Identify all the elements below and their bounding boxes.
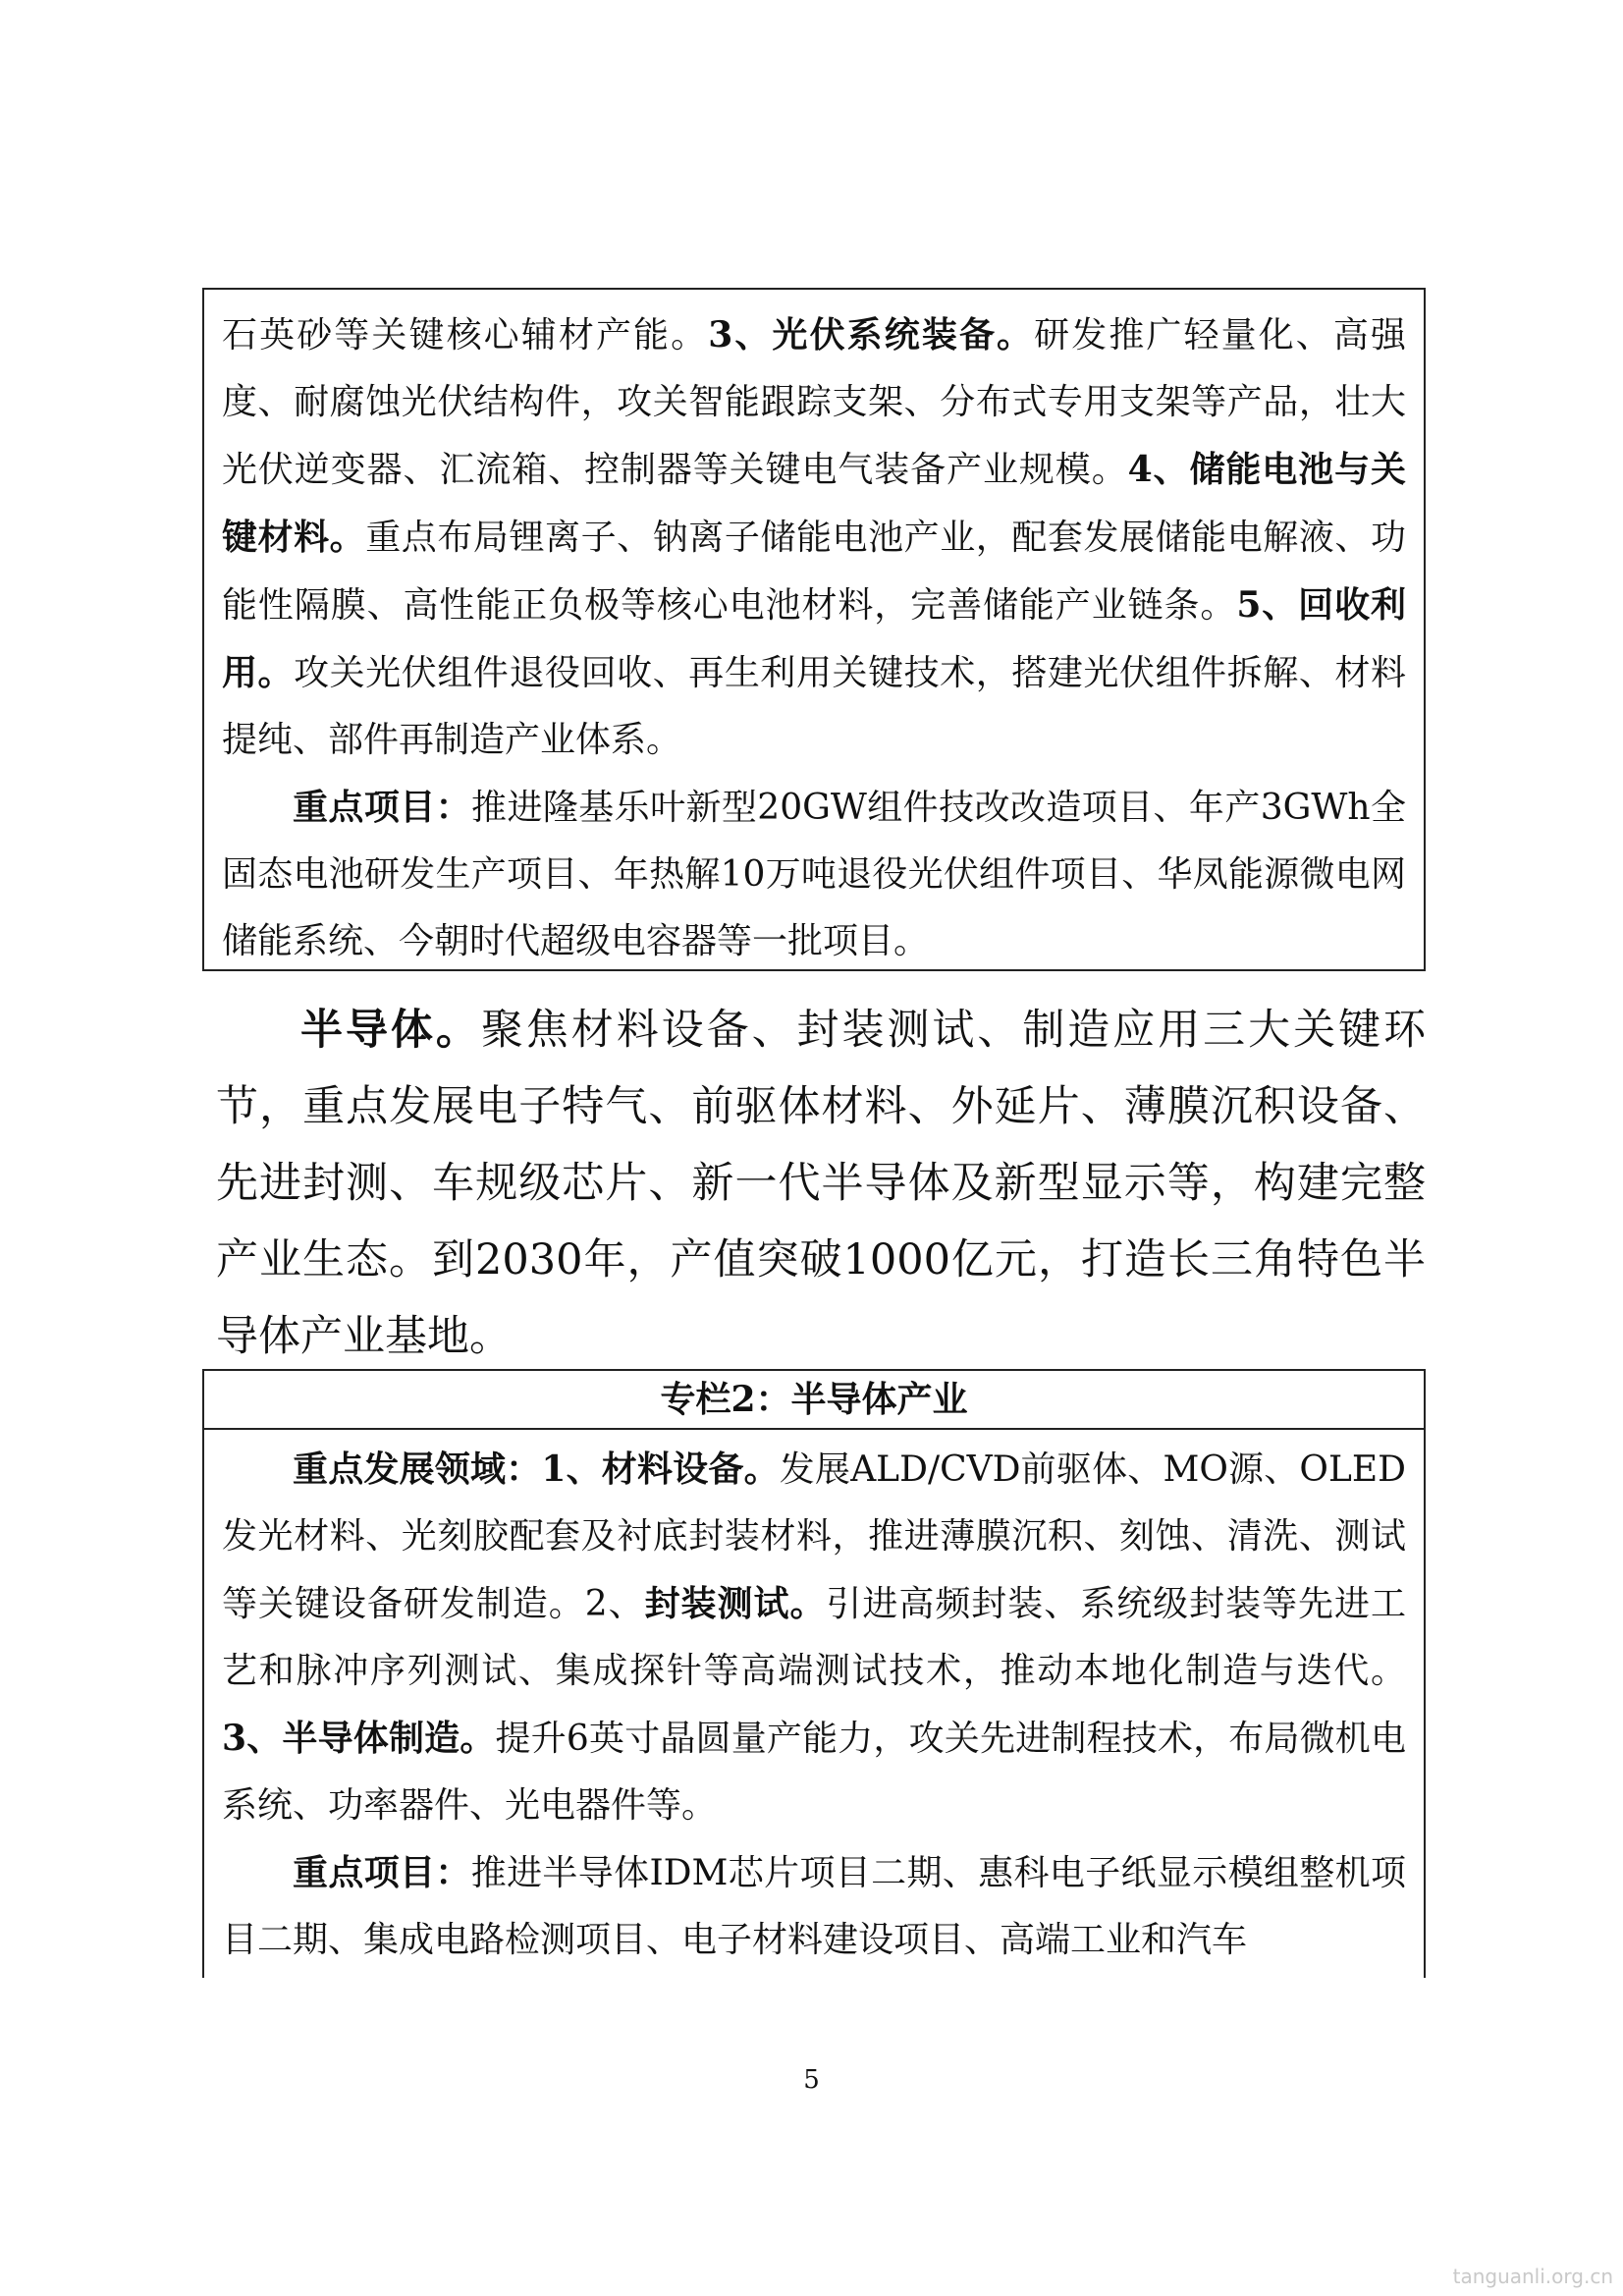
watermark: tanguanli.org.cn: [1452, 2265, 1613, 2288]
column-box-2: [202, 1369, 1426, 1978]
text: 提升6英寸晶圆量产能力，攻关先进制程技术，布局微机电系统、功率器件、光电器件等。: [222, 1719, 1406, 1826]
body-paragraph: [216, 992, 1426, 1375]
bold-heading: 5、回收利用。: [222, 584, 1406, 693]
column-body: [204, 1430, 1424, 1974]
bold-heading: 4、储能电池与关键材料。: [222, 449, 1406, 558]
box1-paragraph-1: [222, 301, 1406, 774]
bold-heading: 重点项目：: [293, 1852, 471, 1893]
text: 引进高频封装、系统级封装等先进工艺和脉冲序列测试、集成探针等高端测试技术，推动本地化制造与迭代。: [222, 1584, 1406, 1691]
text: 研发推广轻量化、高强度、耐腐蚀光伏结构件，攻关智能跟踪支架、分布式专用支架等产品，壮大光伏逆变器、汇流箱、控制器等关键电气装备产业规模。: [222, 315, 1406, 490]
column-header: 专栏2：半导体产业: [204, 1371, 1424, 1430]
bold-heading: 3、半导体制造。: [222, 1718, 496, 1759]
box2-key-projects: [222, 1839, 1406, 1974]
text: 推进半导体IDM芯片项目二期、惠科电子纸显示模组整机项目二期、集成电路检测项目、电子材料建设项目、高端工业和汽车: [222, 1853, 1406, 1960]
bold-heading: 重点发展领域：1、材料设备。: [293, 1449, 780, 1490]
text: 聚焦材料设备、封装测试、制造应用三大关键环节，重点发展电子特气、前驱体材料、外延片、薄膜沉积设备、先进封测、车规级芯片、新一代半导体及新型显示等，构建完整产业生态。到2030年，产值突破1000亿元，打造长三角特色半导体产业基地。: [216, 1006, 1427, 1361]
text: 石英砂等关键核心辅材产能。: [222, 315, 709, 355]
text: 推进隆基乐叶新型20GW组件技改改造项目、年产3GWh全固态电池研发生产项目、年热解10万吨退役光伏组件项目、华凤能源微电网储能系统、今朝时代超级电容器等一批项目。: [222, 788, 1406, 961]
text: 发展ALD/CVD前驱体、MO源、OLED发光材料、光刻胶配套及衬底封装材料，推进薄膜沉积、刻蚀、清洗、测试等关键设备研发制造。2、: [222, 1449, 1406, 1624]
bold-heading: 封装测试。: [644, 1583, 827, 1624]
box1-key-projects: [222, 774, 1406, 975]
bold-heading: 3、光伏系统装备。: [708, 314, 1035, 355]
main-paragraph-semiconductor: [216, 992, 1426, 1375]
text: 重点布局锂离子、钠离子储能电池产业，配套发展储能电解液、功能性隔膜、高性能正负极等核心电池材料，完善储能产业链条。: [222, 518, 1406, 626]
page-number: 5: [803, 2065, 820, 2095]
box2-paragraph-1: [222, 1436, 1406, 1839]
text: 攻关光伏组件退役回收、再生利用关键技术，搭建光伏组件拆解、材料提纯、部件再制造产业体系。: [222, 653, 1406, 760]
column-box-1: [202, 288, 1426, 971]
bold-heading: 重点项目：: [293, 787, 472, 828]
bold-heading: 半导体。: [300, 1006, 481, 1055]
